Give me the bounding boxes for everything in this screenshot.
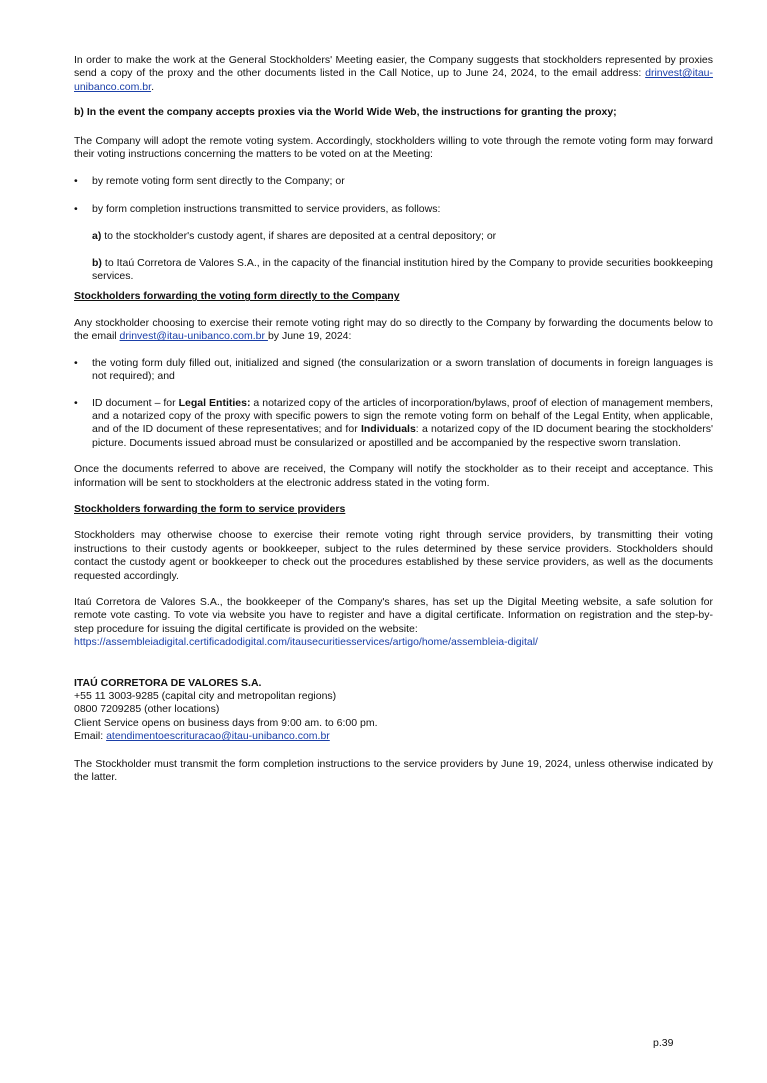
remote-voting-paragraph: The Company will adopt the remote voting system. Accordingly, stockholders willing to vote through the remote voting form may forward their voting instructions concerning the matters to be voted on at the Meeting: [74,134,713,161]
sub-item-label: b) [92,256,102,269]
bullet-dot: • [74,356,78,369]
text-run: a notarized copy of the articles of incorporation/bylaws, proof of election of management members, and a notarized copy of the proxy with specific powers to sign the remote voting form on behalf of the Legal Entity, when applicable, and of the ID document of these representatives; and for [92,396,713,436]
bullet-text [92,397,713,449]
bullet-dot: • [74,202,78,215]
contact-email-line [74,730,713,743]
bullet-item-id-document [74,397,713,451]
atendimento-email-link[interactable]: atendimentoescrituracao@itau-unibanco.com.br [106,730,330,743]
paragraph-end: . [151,80,154,93]
sub-item-label: a) [92,230,102,243]
paragraph-text: Itaú Corretora de Valores S.A., the bookkeeper of the Company's shares, has set up the Digital Meeting website, a safe solution for remote vote casting. To vote via website you have to register and have a digital certificate. Information on registration and the step-by-step procedure for issuing the digital certificate is provided on the website: [74,595,713,635]
page-number: p.39 [653,1037,674,1049]
sub-item-text: to the stockholder's custody agent, if shares are deposited at a central depository; or [101,230,497,243]
drinvest-email-link[interactable]: drinvest@itau-unibanco.com.br [119,330,268,343]
individuals-label: Individuals [360,423,416,436]
paragraph-text: In order to make the work at the General Stockholders' Meeting easier, the Company suggests that stockholders represented by proxies send a copy of the proxy and the other documents listed in the Call Notice, up to June 24, 2024, to the email address: [74,54,713,80]
sub-item-b [74,257,713,284]
bullet-dot: • [74,396,78,409]
drinvest-email-link[interactable]: drinvest@itau-unibanco.com.br [74,67,713,93]
proxy-email-paragraph [74,54,713,94]
service-providers-heading: Stockholders forwarding the form to service providers [74,502,346,515]
bullet-text: by form completion instructions transmitted to service providers, as follows: [92,202,441,215]
contact-company-name: ITAÚ CORRETORA DE VALORES S.A. [74,676,262,689]
sub-item-text: to Itaú Corretora de Valores S.A., in the capacity of the financial institution hired by the Company to provide securities bookkeeping services. [92,256,713,283]
bullet-item-voting-form-filled [74,357,713,384]
service-providers-paragraph: Stockholders may otherwise choose to exercise their remote voting right through service providers, by transmitting their voting instructions to their custody agents or bookkeeper, subject to the rules determined by these service providers. Stockholders should contact the custody agent or bookkeeper to check out the procedures established by these service providers, as well as the documents requested accordingly. [74,529,713,582]
notification-paragraph: Once the documents referred to above are received, the Company will notify the stockholder as to their receipt and acceptance. This information will be sent to stockholders at the electronic address stated in the voting form. [74,463,713,489]
legal-entities-label: Legal Entities: [178,396,251,409]
paragraph-end: by June 19, 2024: [267,330,352,343]
contact-block [74,677,713,744]
bullet-text: by remote voting form sent directly to the Company; or [92,175,345,188]
sub-item-a [74,230,713,243]
contact-phone-other: 0800 7209285 (other locations) [74,703,220,716]
assembleia-digital-link[interactable]: https://assembleiadigital.certificadodigital.com/itausecuritiesservices/artigo/home/assembleia-digital/ [74,636,538,649]
text-run: ID document – for [92,396,179,409]
document-page [74,54,713,784]
deadline-paragraph: The Stockholder must transmit the form completion instructions to the service providers by June 19, 2024, unless otherwise indicated by the latter. [74,757,713,784]
text-run: : a notarized copy of the ID document bearing the stockholders' picture. Documents issued abroad must be consularized or apostilled and be accompanied by the respective sworn translation. [92,423,714,449]
bullet-item-voting-form [74,175,713,188]
direct-forwarding-heading: Stockholders forwarding the voting form directly to the Company [74,290,400,303]
bullet-text: the voting form duly filled out, initialized and signed (the consularization or a sworn translation of documents in foreign languages is not required); and [92,356,713,383]
digital-meeting-paragraph [74,596,713,650]
contact-phone-capital: +55 11 3003-9285 (capital city and metropolitan regions) [74,690,337,702]
direct-forwarding-paragraph [74,317,713,344]
paragraph-text: Any stockholder choosing to exercise their remote voting right may do so directly to the Company by forwarding the documents below to the email [74,316,713,343]
bullet-dot: • [74,175,78,188]
contact-hours: Client Service opens on business days from 9:00 am. to 6:00 pm. [74,716,378,729]
contact-email-label: Email: [74,730,107,743]
section-b-heading: b) In the event the company accepts proxies via the World Wide Web, the instructions for granting the proxy; [74,106,617,119]
bullet-item-service-providers [74,203,713,216]
